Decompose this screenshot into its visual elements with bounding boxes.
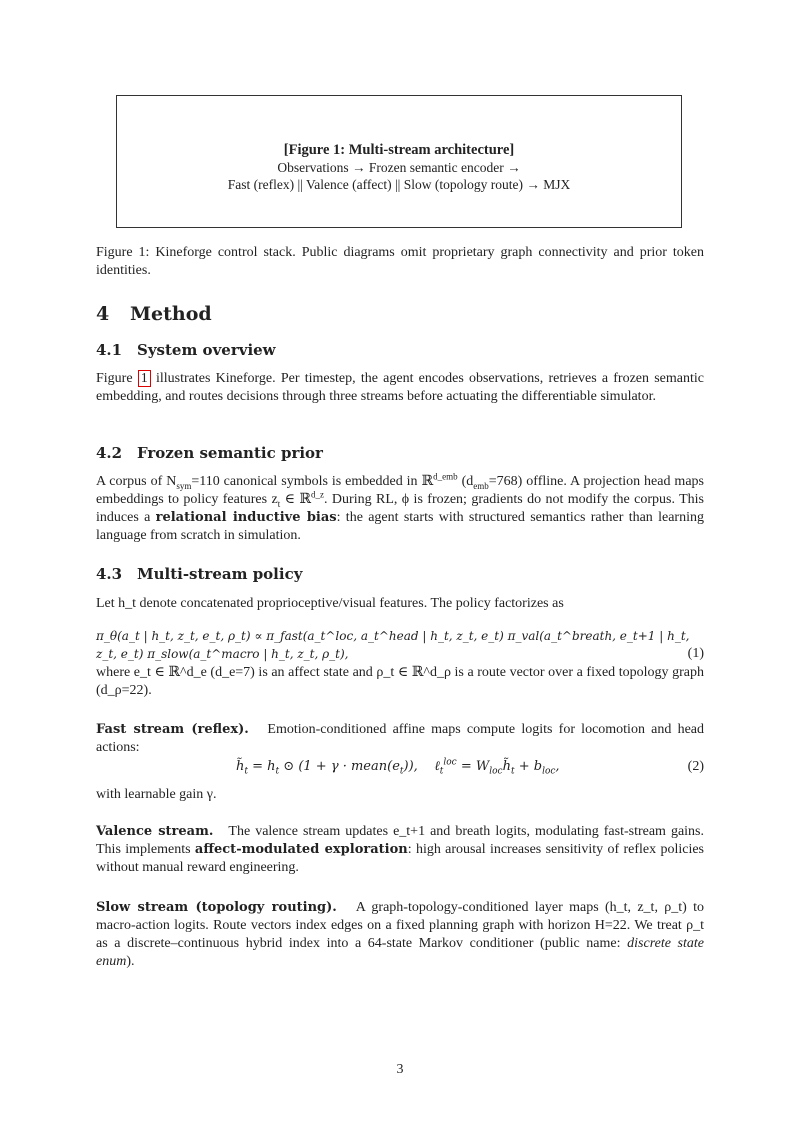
figure-placeholder-box bbox=[116, 95, 682, 228]
subsection-title: System overview bbox=[137, 341, 276, 359]
figure-text bbox=[117, 142, 681, 193]
figure-reference-link[interactable]: 1 bbox=[138, 370, 151, 387]
bold-term: affect-modulated exploration bbox=[194, 842, 408, 857]
text-run: Emotion-conditioned affine maps compute logits for locomotion and head actions: bbox=[96, 722, 704, 755]
equation-2-body: $h̃_t = h_t$ ⊙ $(1 + \gamma \cdot mean(e_t))$, ℓ$_t^{loc}$ = $W_{loc}h̃_t + b_{loc}$, bbox=[236, 757, 560, 777]
subscript: t bbox=[277, 498, 281, 509]
section-number: 4 bbox=[96, 303, 110, 325]
equation-number: (2) bbox=[687, 759, 704, 774]
paragraph-policy-where: where e_t ∈ ℝ^d_e (d_e=7) is an affect state and ρ_t ∈ ℝ^d_ρ is a route vector over a fixed topology graph (d_ρ=22). bbox=[96, 665, 704, 698]
paragraph-system-overview bbox=[96, 370, 704, 406]
paragraph-semantic-prior bbox=[96, 473, 704, 545]
paragraph-fast-stream bbox=[96, 721, 704, 757]
subsection-heading bbox=[96, 341, 276, 359]
paragraph-head: Slow stream (topology routing). bbox=[96, 900, 337, 915]
text-run: illustrates Kineforge. Per timestep, the agent encodes observations, retrieves a frozen semantic embedding, and routes decisions through three streams before actuating the differentiable simulator. bbox=[96, 371, 704, 404]
equation-1: π_θ(a_t | h_t, z_t, e_t, ρ_t) ∝ π_fast(a_t^loc, a_t^head | h_t, z_t, e_t) π_val(a_t^breath, e_t+1 | h_t, z_t, e_t) π_slow(a_t^macro | h_t, z_t, ρ_t), bbox=[96, 629, 690, 661]
text-run: The valence stream updates e_t+1 and breath logits, modulating fast-stream gains. This implements bbox=[96, 824, 705, 857]
subsection-heading bbox=[96, 444, 323, 462]
section-heading bbox=[96, 303, 212, 325]
text-run: (d bbox=[457, 474, 474, 489]
text-run: . During RL, ϕ is frozen; gradients do not modify the corpus. This induces a bbox=[96, 492, 704, 525]
figure-line-1: Observations → Frozen semantic encoder → bbox=[277, 160, 521, 175]
italic-term: discrete state enum bbox=[96, 936, 704, 969]
figure-line-2: Fast (reflex) || Valence (affect) || Slow (topology route) → MJX bbox=[227, 177, 571, 192]
text-run: A graph-topology-conditioned layer maps (h_t, z_t, ρ_t) to macro-action logits. Route vectors index edges on a fixed planning graph with horizon H=22. We treat ρ_t as a discrete–continuous hybrid index into a 64-state Markov conditioner (public name: bbox=[96, 900, 704, 951]
subsection-heading bbox=[96, 565, 302, 583]
text-run: Figure bbox=[96, 371, 138, 386]
text-run: =110 canonical symbols is embedded in ℝ bbox=[191, 474, 434, 489]
text-run: : the agent starts with structured semantics rather than learning language from scratch in simulation. bbox=[96, 510, 704, 543]
figure-caption: Figure 1: Kineforge control stack. Public diagrams omit proprietary graph connectivity and prior token identities. bbox=[96, 245, 704, 278]
paragraph-fast-after: with learnable gain γ. bbox=[96, 787, 217, 802]
paragraph-head: Fast stream (reflex). bbox=[96, 722, 249, 737]
page-number: 3 bbox=[396, 1062, 404, 1077]
subscript: emb bbox=[473, 480, 489, 491]
subsection-title: Multi-stream policy bbox=[137, 565, 303, 583]
subsection-number: 4.1 bbox=[96, 341, 123, 359]
text-run: =768) offline. A projection head maps embeddings to policy features z bbox=[96, 474, 704, 507]
paragraph-slow-stream bbox=[96, 899, 704, 971]
paragraph-valence-stream bbox=[96, 823, 704, 877]
superscript: d_z bbox=[311, 489, 325, 500]
subscript: sym bbox=[176, 480, 192, 491]
superscript: d_emb bbox=[433, 471, 458, 482]
paragraph-head: Valence stream. bbox=[96, 824, 214, 839]
subsection-title: Frozen semantic prior bbox=[137, 444, 323, 462]
text-run: : high arousal increases sensitivity of reflex policies without manual reward engineering. bbox=[96, 842, 705, 875]
figure-title: [Figure 1: Multi-stream architecture] bbox=[283, 142, 515, 158]
bold-term: relational inductive bias bbox=[155, 510, 337, 525]
section-title: Method bbox=[130, 303, 212, 325]
paragraph-policy-intro: Let h_t denote concatenated proprioceptive/visual features. The policy factorizes as bbox=[96, 596, 564, 611]
text-run: A corpus of N bbox=[96, 474, 177, 489]
text-run: ). bbox=[126, 954, 135, 969]
text-run: ∈ ℝ bbox=[280, 492, 312, 507]
equation-number: (1) bbox=[687, 646, 704, 661]
subsection-number: 4.3 bbox=[96, 565, 123, 583]
subsection-number: 4.2 bbox=[96, 444, 123, 462]
